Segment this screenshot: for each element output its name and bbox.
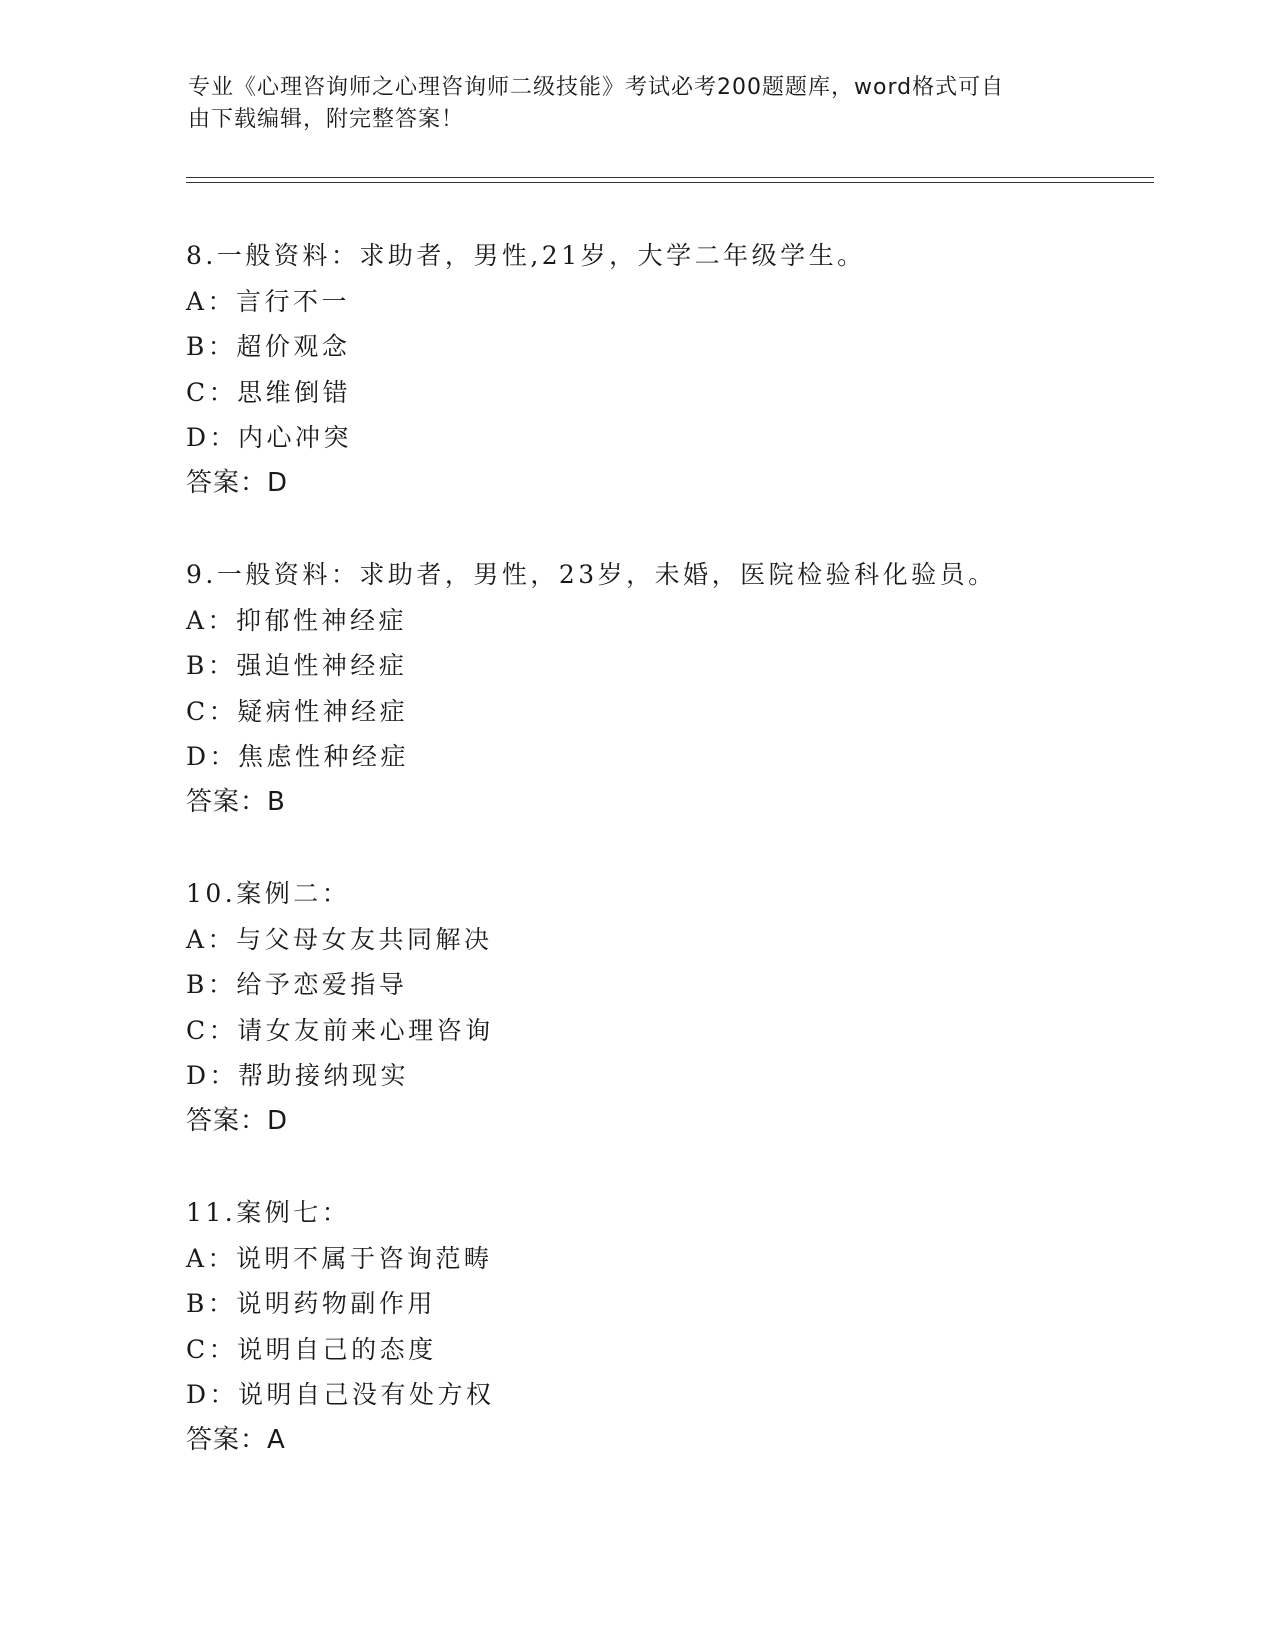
question-11 — [186, 1190, 1186, 1463]
option-c: C：请女友前来心理咨询 — [186, 1015, 494, 1045]
option-a: A：与父母女友共同解决 — [186, 924, 493, 954]
option-a: A：说明不属于咨询范畴 — [186, 1243, 493, 1273]
option-c: C：疑病性神经症 — [186, 696, 409, 726]
option-b: B：超价观念 — [186, 332, 351, 361]
question-stem: 10.案例二： — [186, 879, 351, 908]
answer: 答案：B — [186, 786, 286, 817]
header-line-2: 由下载编辑，附完整答案！ — [188, 107, 465, 132]
answer: 答案：A — [186, 1424, 286, 1455]
option-d: D：说明自己没有处方权 — [186, 1380, 495, 1409]
option-a: A：抑郁性神经症 — [186, 605, 408, 635]
header-line-1: 专业《心理咨询师之心理咨询师二级技能》考试必考200题题库，word格式可自 — [188, 75, 1005, 100]
option-b: B：说明药物副作用 — [186, 1289, 436, 1318]
document-header — [188, 72, 1068, 136]
option-a: A：言行不一 — [186, 286, 351, 316]
question-stem: 11.案例七： — [186, 1198, 351, 1227]
question-10 — [186, 871, 1186, 1144]
option-c: C：说明自己的态度 — [186, 1334, 437, 1364]
option-b: B：强迫性神经症 — [186, 651, 408, 680]
header-divider-bottom — [186, 182, 1154, 183]
question-8 — [186, 233, 1186, 506]
question-stem: 9.一般资料：求助者，男性，23岁，未婚，医院检验科化验员。 — [186, 560, 997, 589]
option-d: D：焦虑性种经症 — [186, 742, 410, 771]
question-9 — [186, 552, 1186, 825]
header-divider-top — [186, 177, 1154, 178]
question-stem: 8.一般资料：求助者，男性,21岁，大学二年级学生。 — [186, 241, 866, 270]
option-b: B：给予恋爱指导 — [186, 970, 408, 999]
answer: 答案：D — [186, 1105, 289, 1136]
option-d: D：内心冲突 — [186, 423, 353, 452]
option-c: C：思维倒错 — [186, 377, 352, 407]
answer: 答案：D — [186, 467, 289, 498]
option-d: D：帮助接纳现实 — [186, 1061, 410, 1090]
